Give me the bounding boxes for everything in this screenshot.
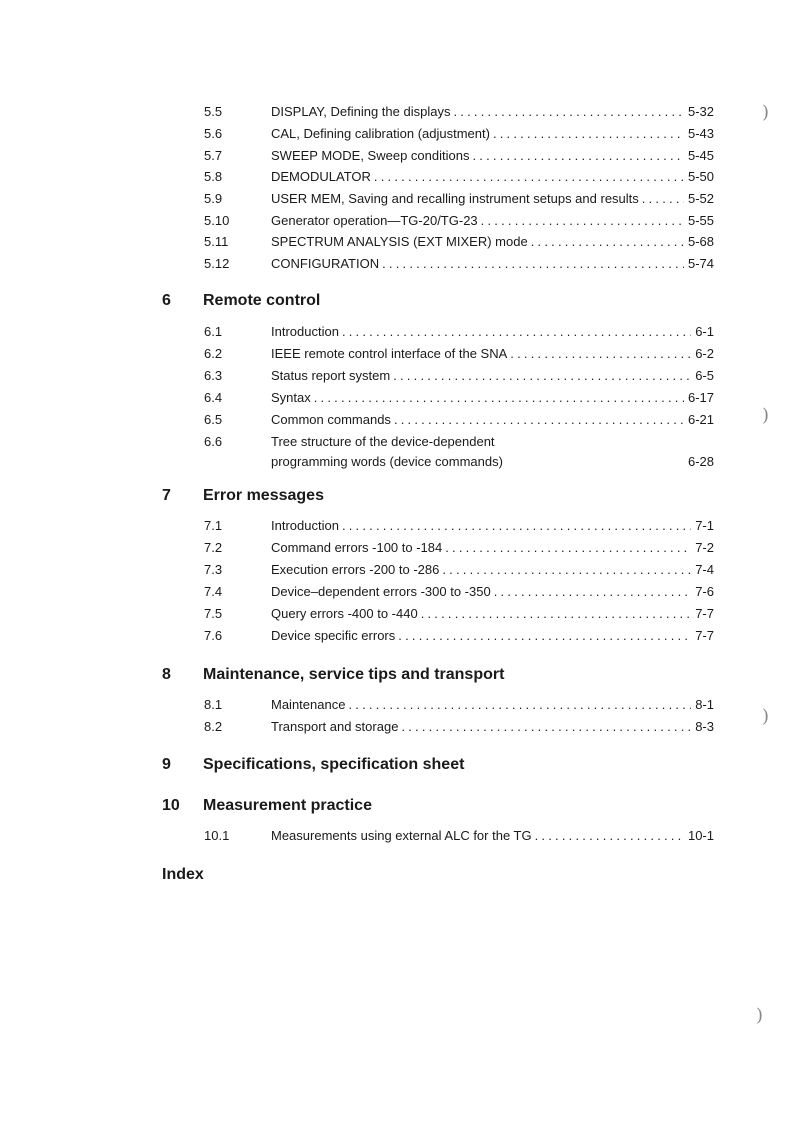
entry-page: 7-1	[695, 518, 714, 533]
chapter-title: Specifications, specification sheet	[203, 756, 465, 773]
dot-leader	[348, 695, 691, 715]
entry-number: 10.1	[204, 828, 230, 843]
entry-title-line1: Tree structure of the device-dependent	[271, 434, 495, 449]
entry-page: 5-43	[687, 126, 714, 141]
toc-entry[interactable]	[204, 189, 714, 209]
binder-hole-mark: )	[762, 706, 770, 727]
toc-entry[interactable]	[204, 344, 714, 364]
toc-entry[interactable]	[204, 604, 714, 624]
entry-page: 5-52	[687, 191, 714, 206]
toc-entry[interactable]	[204, 410, 714, 430]
entry-page: 6-28	[687, 454, 714, 469]
toc-entry[interactable]	[204, 516, 714, 536]
entry-title: Command errors -100 to -184	[271, 540, 443, 555]
entry-page: 5-74	[687, 256, 714, 271]
dot-leader	[374, 167, 684, 187]
entry-page: 10-1	[687, 828, 714, 843]
dot-leader	[442, 560, 691, 580]
toc-entry[interactable]	[204, 582, 714, 602]
entry-number: 7.2	[204, 540, 223, 555]
entry-title-line2: programming words (device commands)	[271, 454, 503, 469]
dot-leader	[510, 344, 691, 364]
toc-entry[interactable]	[204, 717, 714, 737]
dot-leader	[398, 626, 691, 646]
chapter-number: 9	[162, 756, 171, 773]
entry-number: 6.5	[204, 412, 223, 427]
binder-hole-mark: )	[756, 1005, 764, 1026]
entry-title: Syntax	[271, 390, 311, 405]
entry-number: 7.3	[204, 562, 223, 577]
entry-title: Device specific errors	[271, 628, 396, 643]
entry-title: Maintenance	[271, 697, 346, 712]
entry-title: Common commands	[271, 412, 391, 427]
entry-number: 6.3	[204, 368, 223, 383]
entry-page: 6-21	[687, 412, 714, 427]
dot-leader	[535, 826, 684, 846]
toc-entry[interactable]	[204, 322, 714, 342]
entry-title: DEMODULATOR	[271, 169, 371, 184]
entry-page: 5-45	[687, 148, 714, 163]
entry-number: 5.10	[204, 213, 230, 228]
entry-page: 7-7	[695, 628, 714, 643]
entry-title: Query errors -400 to -440	[271, 606, 418, 621]
entry-page: 5-50	[687, 169, 714, 184]
toc-entry[interactable]	[204, 560, 714, 580]
toc-entry[interactable]	[204, 146, 714, 166]
entry-number: 5.11	[204, 234, 229, 249]
entry-page: 8-1	[695, 697, 714, 712]
toc-entry[interactable]	[204, 211, 714, 231]
entry-title: SWEEP MODE, Sweep conditions	[271, 148, 470, 163]
toc-entry[interactable]	[204, 826, 714, 846]
toc-entry[interactable]	[204, 626, 714, 646]
dot-leader	[493, 124, 684, 144]
entry-title: CAL, Defining calibration (adjustment)	[271, 126, 490, 141]
index-heading[interactable]: Index	[162, 866, 204, 883]
entry-page: 6-17	[687, 390, 714, 405]
binder-hole-mark: )	[762, 102, 770, 123]
entry-number: 8.1	[204, 697, 223, 712]
entry-title: IEEE remote control interface of the SNA	[271, 346, 508, 361]
entry-number: 5.9	[204, 191, 223, 206]
entry-number: 7.6	[204, 628, 223, 643]
dot-leader	[393, 366, 691, 386]
dot-leader	[642, 189, 684, 209]
toc-entry[interactable]	[204, 232, 714, 252]
dot-leader	[342, 322, 691, 342]
toc-entry[interactable]	[204, 102, 714, 122]
entry-title: USER MEM, Saving and recalling instrument setups and results	[271, 191, 639, 206]
toc-entry[interactable]	[204, 538, 714, 558]
entry-title: Status report system	[271, 368, 391, 383]
dot-leader	[401, 717, 691, 737]
chapter-title: Remote control	[203, 292, 321, 309]
entry-number: 8.2	[204, 719, 223, 734]
entry-title: Generator operation—TG-20/TG-23	[271, 213, 478, 228]
chapter-number: 6	[162, 292, 171, 309]
entry-title: Introduction	[271, 324, 339, 339]
entry-number: 6.6	[204, 434, 223, 449]
entry-title: DISPLAY, Defining the displays	[271, 104, 451, 119]
entry-title: Device–dependent errors -300 to -350	[271, 584, 491, 599]
entry-number: 7.5	[204, 606, 223, 621]
toc-entry[interactable]	[204, 124, 714, 144]
entry-page: 6-2	[695, 346, 714, 361]
entry-number: 5.8	[204, 169, 223, 184]
entry-number: 5.7	[204, 148, 223, 163]
toc-entry[interactable]	[204, 167, 714, 187]
chapter-title: Error messages	[203, 487, 324, 504]
entry-number: 5.5	[204, 104, 223, 119]
toc-entry[interactable]	[204, 388, 714, 408]
dot-leader	[314, 388, 684, 408]
toc-entry[interactable]	[204, 366, 714, 386]
dot-leader	[494, 582, 692, 602]
dot-leader	[472, 146, 684, 166]
toc-entry[interactable]	[204, 432, 714, 472]
entry-title: Introduction	[271, 518, 339, 533]
dot-leader	[394, 410, 684, 430]
entry-page: 6-5	[695, 368, 714, 383]
toc-entry[interactable]	[204, 254, 714, 274]
chapter-number: 8	[162, 666, 171, 683]
chapter-title: Measurement practice	[203, 797, 372, 814]
chapter-number: 7	[162, 487, 171, 504]
entry-title: SPECTRUM ANALYSIS (EXT MIXER) mode	[271, 234, 528, 249]
entry-page: 5-55	[687, 213, 714, 228]
binder-hole-mark: )	[762, 405, 770, 426]
entry-page: 5-68	[687, 234, 714, 249]
entry-title: Transport and storage	[271, 719, 399, 734]
entry-title: Measurements using external ALC for the TG	[271, 828, 532, 843]
entry-number: 7.1	[204, 518, 223, 533]
entry-page: 8-3	[695, 719, 714, 734]
entry-page: 7-4	[695, 562, 714, 577]
entry-number: 5.6	[204, 126, 223, 141]
entry-number: 6.1	[204, 324, 223, 339]
entry-number: 7.4	[204, 584, 223, 599]
chapter-title: Maintenance, service tips and transport	[203, 666, 505, 683]
entry-page: 7-2	[695, 540, 714, 555]
dot-leader	[453, 102, 684, 122]
entry-page: 7-7	[695, 606, 714, 621]
entry-number: 6.2	[204, 346, 223, 361]
entry-page: 5-32	[687, 104, 714, 119]
entry-page: 6-1	[695, 324, 714, 339]
entry-page: 7-6	[695, 584, 714, 599]
dot-leader	[531, 232, 684, 252]
dot-leader	[421, 604, 692, 624]
dot-leader	[342, 516, 691, 536]
dot-leader	[481, 211, 684, 231]
chapter-number: 10	[162, 797, 180, 814]
dot-leader	[382, 254, 684, 274]
entry-number: 6.4	[204, 390, 223, 405]
dot-leader	[445, 538, 691, 558]
entry-title: Execution errors -200 to -286	[271, 562, 440, 577]
toc-entry[interactable]	[204, 695, 714, 715]
entry-number: 5.12	[204, 256, 230, 271]
entry-title: CONFIGURATION	[271, 256, 380, 271]
